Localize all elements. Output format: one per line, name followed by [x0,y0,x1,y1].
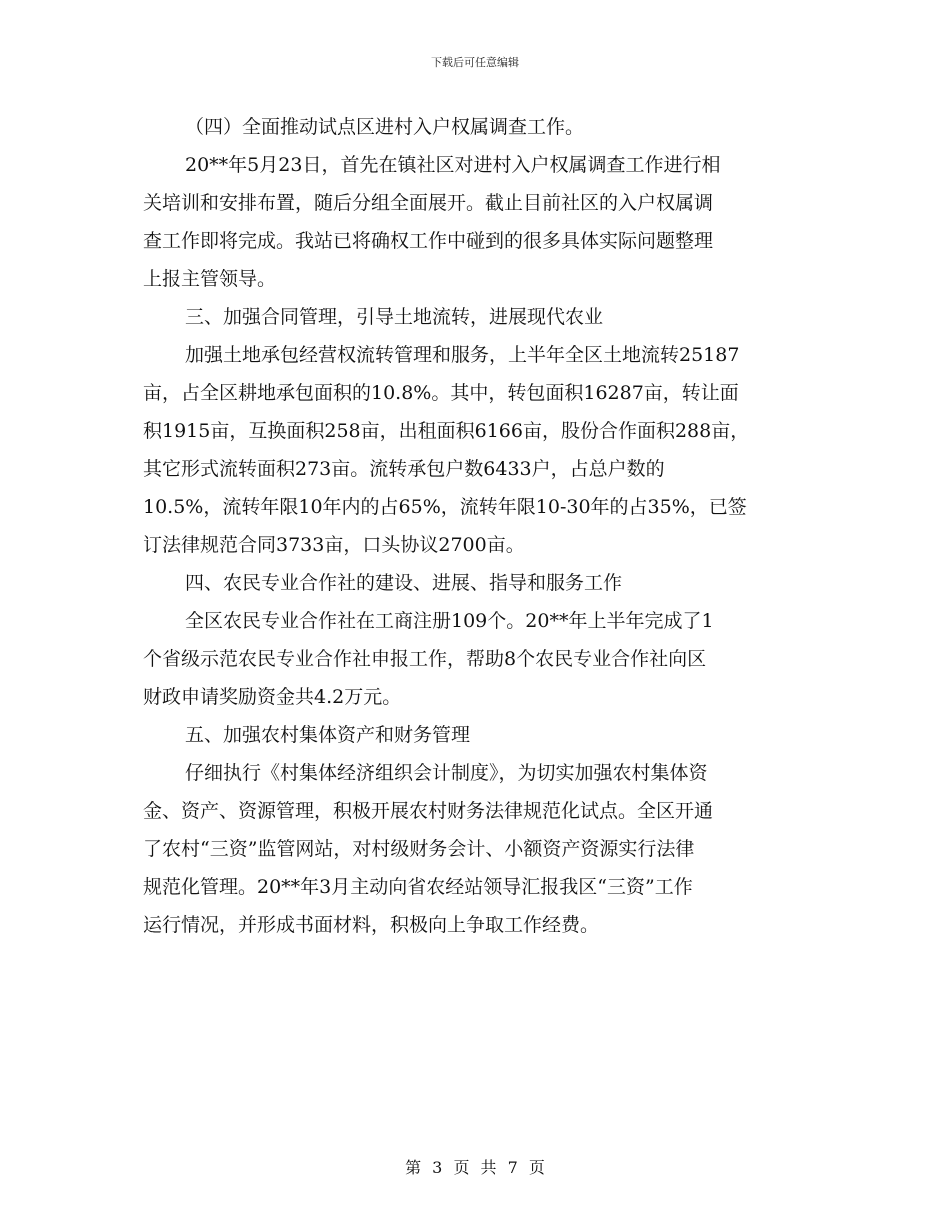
paragraph-line: 查工作即将完成。我站已将确权工作中碰到的很多具体实际问题整理 [143,230,714,252]
paragraph-line: 仔细执行《村集体经济组织会计制度》，为切实加强农村集体资 [185,762,708,784]
paragraph-line: 10.5%，流转年限10年内的占65%，流转年限10-30年的占35%，已签 [143,496,747,518]
paragraph-line: 全区农民专业合作社在工商注册109个。20**年上半年完成了1 [185,610,714,632]
paragraph-line: 金、资产、资源管理，积极开展农村财务法律规范化试点。全区开通 [143,800,714,822]
paragraph-line: 财政申请奖励资金共4.2万元。 [143,686,402,708]
document-body [143,108,825,944]
paragraph-line: 其它形式流转面积273亩。流转承包户数6433户，占总户数的 [143,458,665,480]
paragraph-line: 20**年5月23日，首先在镇社区对进村入户权属调查工作进行相 [185,154,721,176]
paragraph-line: 关培训和安排布置，随后分组全面展开。截止目前社区的入户权属调 [143,192,714,214]
paragraph-line: （四）全面推动试点区进村入户权属调查工作。 [185,116,585,138]
section-heading: 三、加强合同管理，引导土地流转，进展现代农业 [185,306,604,328]
page-number-footer: 第 3 页 共 7 页 [405,1158,545,1177]
page-header-note: 下载后可任意编辑 [431,56,519,69]
section-heading: 五、加强农村集体资产和财务管理 [185,724,471,746]
paragraph-line: 上报主管领导。 [143,268,277,290]
paragraph-line: 规范化管理。20**年3月主动向省农经站领导汇报我区“三资”工作 [143,876,693,898]
paragraph-line: 个省级示范农民专业合作社申报工作，帮助8个农民专业合作社向区 [143,648,707,670]
paragraph-line: 加强土地承包经营权流转管理和服务，上半年全区土地流转25187 [185,344,740,366]
paragraph-line: 运行情况，并形成书面材料，积极向上争取工作经费。 [143,914,600,936]
paragraph-line: 积1915亩，互换面积258亩，出租面积6166亩，股份合作面积288亩， [143,420,750,442]
paragraph-line: 订法律规范合同3733亩，口头协议2700亩。 [143,534,525,556]
section-heading: 四、农民专业合作社的建设、进展、指导和服务工作 [185,572,623,594]
paragraph-line: 亩，占全区耕地承包面积的10.8%。其中，转包面积16287亩，转让面 [143,382,739,404]
paragraph-line: 了农村“三资”监管网站，对村级财务会计、小额资产资源实行法律 [143,838,695,860]
